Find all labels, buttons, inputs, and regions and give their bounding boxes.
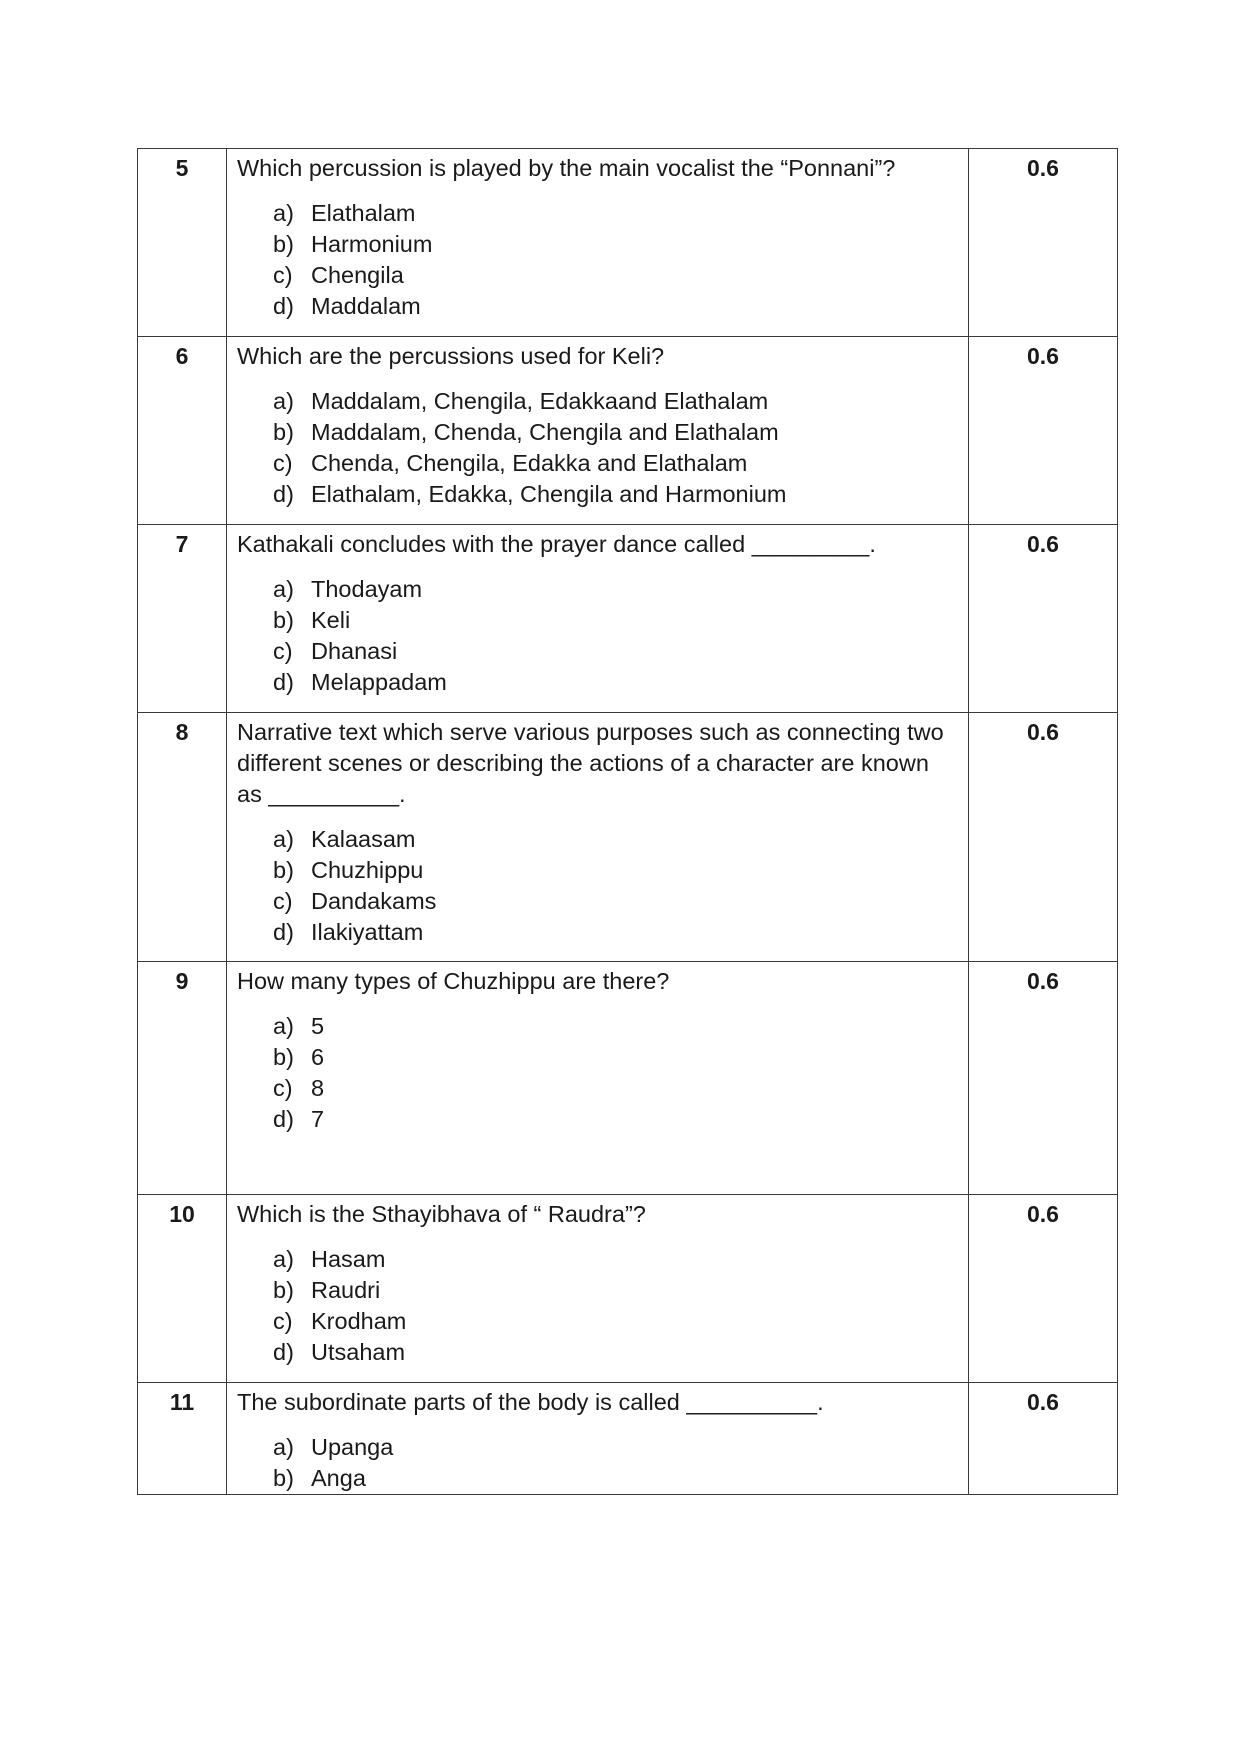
option-text: Thodayam [311, 576, 423, 602]
marks-cell [969, 1195, 1118, 1383]
question-number-cell [138, 525, 227, 713]
option-list [227, 574, 968, 698]
option-item [273, 1104, 968, 1135]
option-item [273, 605, 968, 636]
question-body-cell [227, 1383, 969, 1495]
option-item [273, 479, 968, 510]
option-item [273, 1432, 968, 1463]
question-body-cell [227, 1195, 969, 1383]
option-text: Chuzhippu [311, 857, 424, 883]
question-number: 7 [175, 531, 189, 557]
question-number-cell [138, 337, 227, 525]
question-text: Which is the Sthayibhava of “ Raudra”? [237, 1201, 646, 1227]
marks-cell [969, 525, 1118, 713]
question-number-cell [138, 713, 227, 962]
question-text: Which are the percussions used for Keli? [237, 343, 665, 369]
option-letter: b) [273, 419, 294, 445]
option-text: Harmonium [311, 231, 433, 257]
option-text: Dhanasi [311, 638, 398, 664]
marks-cell [969, 1383, 1118, 1495]
question-body-cell [227, 525, 969, 713]
option-text: Kalaasam [311, 826, 416, 852]
option-list [227, 824, 968, 948]
marks-value: 0.6 [1027, 1201, 1059, 1227]
option-letter: a) [273, 200, 294, 226]
option-item [273, 1275, 968, 1306]
option-text: Krodham [311, 1308, 407, 1334]
marks-cell [969, 962, 1118, 1195]
option-item [273, 1073, 968, 1104]
question-number-cell [138, 149, 227, 337]
option-item [273, 1463, 968, 1494]
question-body-cell [227, 337, 969, 525]
question-row [138, 1195, 1118, 1383]
option-letter: a) [273, 576, 294, 602]
option-item [273, 229, 968, 260]
option-text: Maddalam, Chengila, Edakkaand Elathalam [311, 388, 769, 414]
questions-table [137, 148, 1118, 1495]
question-text: How many types of Chuzhippu are there? [237, 968, 670, 994]
option-text: Hasam [311, 1246, 386, 1272]
option-letter: d) [273, 1339, 294, 1365]
option-text: Chengila [311, 262, 404, 288]
option-list [227, 1432, 968, 1494]
option-letter: a) [273, 1434, 294, 1460]
question-row [138, 713, 1118, 962]
option-text: Elathalam, Edakka, Chengila and Harmonium [311, 481, 787, 507]
questions-body [138, 149, 1118, 1495]
option-letter: a) [273, 826, 294, 852]
option-item [273, 1337, 968, 1368]
option-text: Upanga [311, 1434, 394, 1460]
option-letter: c) [273, 1075, 293, 1101]
option-letter: a) [273, 1013, 294, 1039]
option-list [227, 198, 968, 322]
option-item [273, 1042, 968, 1073]
question-body-cell [227, 149, 969, 337]
option-text: 5 [311, 1013, 325, 1039]
question-row [138, 149, 1118, 337]
option-item [273, 1244, 968, 1275]
option-text: Melappadam [311, 669, 447, 695]
option-letter: d) [273, 669, 294, 695]
option-text: Dandakams [311, 888, 437, 914]
option-letter: b) [273, 857, 294, 883]
marks-cell [969, 149, 1118, 337]
option-text: 7 [311, 1106, 325, 1132]
option-letter: c) [273, 1308, 293, 1334]
option-item [273, 855, 968, 886]
option-text: Utsaham [311, 1339, 406, 1365]
marks-cell [969, 713, 1118, 962]
option-letter: d) [273, 293, 294, 319]
question-number: 9 [175, 968, 189, 994]
question-number: 5 [175, 155, 189, 181]
question-text: The subordinate parts of the body is called __________. [237, 1389, 824, 1415]
option-list [227, 1244, 968, 1368]
question-row [138, 525, 1118, 713]
option-letter: c) [273, 638, 293, 664]
option-letter: b) [273, 1277, 294, 1303]
question-number-cell [138, 1195, 227, 1383]
marks-value: 0.6 [1027, 719, 1059, 745]
marks-value: 0.6 [1027, 155, 1059, 181]
option-item [273, 1011, 968, 1042]
question-row [138, 337, 1118, 525]
option-item [273, 667, 968, 698]
option-letter: c) [273, 888, 293, 914]
option-item [273, 574, 968, 605]
marks-value: 0.6 [1027, 1389, 1059, 1415]
question-text: Narrative text which serve various purposes such as connecting two different scenes or describing the actions of a character are known as __________. [237, 719, 944, 807]
option-text: Raudri [311, 1277, 381, 1303]
option-item [273, 291, 968, 322]
option-list [227, 386, 968, 510]
option-item [273, 636, 968, 667]
question-row [138, 962, 1118, 1195]
option-letter: b) [273, 1465, 294, 1491]
option-letter: b) [273, 1044, 294, 1070]
option-text: Maddalam, Chenda, Chengila and Elathalam [311, 419, 779, 445]
question-body-cell [227, 713, 969, 962]
marks-value: 0.6 [1027, 531, 1059, 557]
option-item [273, 448, 968, 479]
question-body-cell [227, 962, 969, 1195]
option-item [273, 824, 968, 855]
option-letter: b) [273, 231, 294, 257]
question-number-cell [138, 1383, 227, 1495]
option-text: Ilakiyattam [311, 919, 424, 945]
question-number-cell [138, 962, 227, 1195]
option-text: Maddalam [311, 293, 421, 319]
question-number: 6 [175, 343, 189, 369]
option-text: Keli [311, 607, 351, 633]
option-item [273, 260, 968, 291]
option-item [273, 917, 968, 948]
option-item [273, 1306, 968, 1337]
option-text: Chenda, Chengila, Edakka and Elathalam [311, 450, 748, 476]
option-letter: c) [273, 262, 293, 288]
option-item [273, 417, 968, 448]
option-letter: d) [273, 919, 294, 945]
option-text: 6 [311, 1044, 325, 1070]
question-row [138, 1383, 1118, 1495]
question-text: Kathakali concludes with the prayer dance called _________. [237, 531, 876, 557]
marks-value: 0.6 [1027, 343, 1059, 369]
option-item [273, 198, 968, 229]
option-letter: d) [273, 481, 294, 507]
option-letter: b) [273, 607, 294, 633]
option-letter: c) [273, 450, 293, 476]
marks-value: 0.6 [1027, 968, 1059, 994]
option-letter: a) [273, 388, 294, 414]
question-number: 10 [169, 1201, 195, 1227]
option-letter: d) [273, 1106, 294, 1132]
option-text: Elathalam [311, 200, 416, 226]
marks-cell [969, 337, 1118, 525]
question-number: 11 [169, 1389, 195, 1415]
option-text: 8 [311, 1075, 325, 1101]
option-item [273, 886, 968, 917]
option-letter: a) [273, 1246, 294, 1272]
option-list [227, 1011, 968, 1135]
question-number: 8 [175, 719, 189, 745]
option-item [273, 386, 968, 417]
question-text: Which percussion is played by the main vocalist the “Ponnani”? [237, 155, 896, 181]
option-text: Anga [311, 1465, 366, 1491]
